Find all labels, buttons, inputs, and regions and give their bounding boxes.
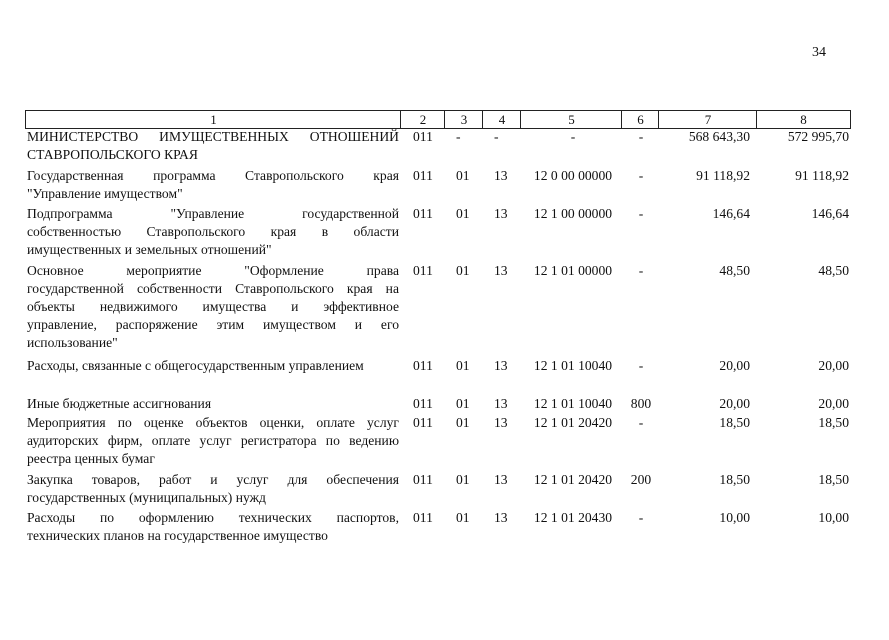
row-name-line: Мероприятия по оценке объектов оценки, оплате услуг [27,415,399,430]
header-col-7: 7 [658,110,757,129]
header-col-1: 1 [25,110,401,129]
row-7-c4: 13 [494,415,508,430]
row-2-c7: 91 118,92 [696,168,750,183]
row-name-line: государственной собственности Ставропольского края на [27,281,399,296]
row-6-c7: 20,00 [719,396,750,411]
row-6-c4: 13 [494,396,508,411]
row-4-c4: 13 [494,263,508,278]
row-1-c2: 011 [413,129,433,144]
row-4-name [27,262,399,352]
row-9-name [27,509,399,545]
row-3-c7: 146,64 [712,206,750,221]
row-1-c7: 568 643,30 [688,129,750,144]
row-5-c4: 13 [494,358,508,373]
row-8-c5: 12 1 01 20420 [533,472,613,487]
row-9-c5: 12 1 01 20430 [533,510,613,525]
row-8-c2: 011 [413,472,433,487]
row-6-c6: 800 [630,396,652,411]
row-3-c6: - [638,206,644,221]
row-name-line: аудиторских фирм, оплате услуг регистратора по ведению [27,433,399,448]
row-5-c7: 20,00 [719,358,750,373]
row-2-c5: 12 0 00 00000 [533,168,613,183]
row-6-c3: 01 [456,396,470,411]
row-1-name [27,128,399,164]
row-name-line: использование" [27,335,118,350]
row-5-name [27,357,399,375]
page-number: 34 [812,45,826,60]
row-6-c5: 12 1 01 10040 [533,396,613,411]
row-name-line: имущественных и земельных отношений" [27,242,272,257]
row-7-c2: 011 [413,415,433,430]
row-1-c3: - [456,129,461,144]
row-7-name [27,414,399,468]
row-7-c3: 01 [456,415,470,430]
row-8-c6: 200 [630,472,652,487]
row-7-c6: - [638,415,644,430]
row-name-line: Государственная программа Ставропольского края [27,168,399,183]
header-col-6: 6 [621,110,659,129]
row-2-c8: 91 118,92 [795,168,849,183]
row-1-c5: - [570,129,576,144]
row-7-c5: 12 1 01 20420 [533,415,613,430]
row-4-c8: 48,50 [818,263,849,278]
row-8-c8: 18,50 [818,472,849,487]
row-name-line: "Управление имуществом" [27,186,183,201]
header-col-5: 5 [520,110,622,129]
row-5-c6: - [638,358,644,373]
row-5-c5: 12 1 01 10040 [533,358,613,373]
row-name-line: технических планов на государственное имущество [27,528,328,543]
row-name-line: собственностью Ставропольского края в области [27,224,399,239]
row-3-c5: 12 1 00 00000 [533,206,613,221]
row-name-line: реестра ценных бумаг [27,451,155,466]
row-9-c7: 10,00 [719,510,750,525]
row-5-c3: 01 [456,358,470,373]
row-name-line: управление, распоряжение этим имуществом и его [27,317,399,332]
row-name-line: Иные бюджетные ассигнования [27,396,212,411]
row-name-line: государственных (муниципальных) нужд [27,490,266,505]
row-2-name [27,167,399,203]
row-6-name [27,395,399,413]
header-col-8: 8 [756,110,851,129]
row-1-c4: - [494,129,499,144]
row-1-c6: - [638,129,644,144]
row-5-c2: 011 [413,358,433,373]
row-3-c2: 011 [413,206,433,221]
row-3-name [27,205,399,259]
row-name-line: Расходы, связанные с общегосударственным управлением [27,358,364,373]
row-name-line: Расходы по оформлению технических паспортов, [27,510,399,525]
row-8-c4: 13 [494,472,508,487]
row-name-line: объекты недвижимого имущества и эффективное [27,299,399,314]
row-9-c3: 01 [456,510,470,525]
row-9-c4: 13 [494,510,508,525]
row-4-c5: 12 1 01 00000 [533,263,613,278]
row-4-c7: 48,50 [719,263,750,278]
row-2-c2: 011 [413,168,433,183]
row-name-line: Основное мероприятие "Оформление права [27,263,399,278]
row-name-line: СТАВРОПОЛЬСКОГО КРАЯ [27,147,198,162]
row-6-c2: 011 [413,396,433,411]
row-4-c3: 01 [456,263,470,278]
row-4-c6: - [638,263,644,278]
row-2-c4: 13 [494,168,508,183]
row-7-c7: 18,50 [719,415,750,430]
row-2-c6: - [638,168,644,183]
row-8-name [27,471,399,507]
row-3-c3: 01 [456,206,470,221]
row-9-c2: 011 [413,510,433,525]
row-7-c8: 18,50 [818,415,849,430]
row-9-c8: 10,00 [818,510,849,525]
row-1-c8: 572 995,70 [787,129,849,144]
row-name-line: МИНИСТЕРСТВО ИМУЩЕСТВЕННЫХ ОТНОШЕНИЙ [27,129,399,144]
row-4-c2: 011 [413,263,433,278]
row-6-c8: 20,00 [818,396,849,411]
header-col-3: 3 [444,110,483,129]
row-3-c4: 13 [494,206,508,221]
row-name-line: Подпрограмма "Управление государственной [27,206,399,221]
row-2-c3: 01 [456,168,470,183]
row-9-c6: - [638,510,644,525]
header-col-2: 2 [400,110,445,129]
row-8-c7: 18,50 [719,472,750,487]
row-3-c8: 146,64 [811,206,849,221]
row-8-c3: 01 [456,472,470,487]
header-col-4: 4 [482,110,521,129]
row-name-line: Закупка товаров, работ и услуг для обеспечения [27,472,399,487]
row-5-c8: 20,00 [818,358,849,373]
